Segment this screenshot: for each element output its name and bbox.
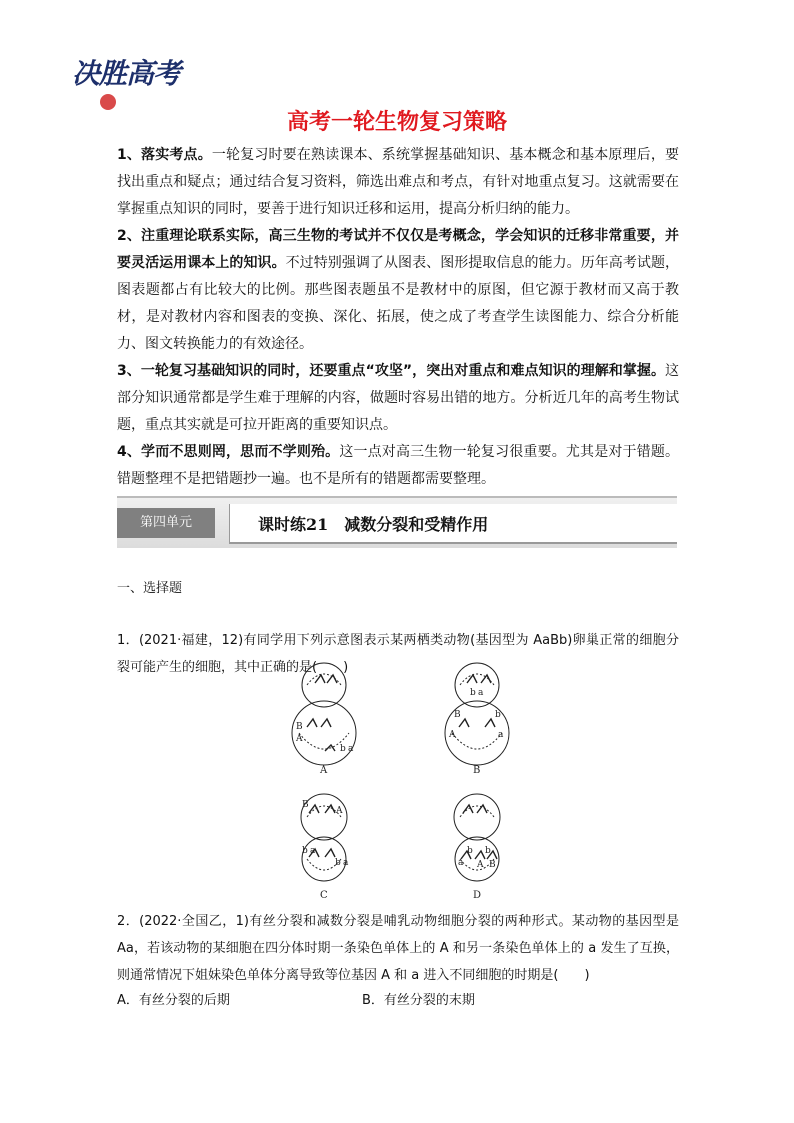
question-2: 2．(2022·全国乙，1)有丝分裂和减数分裂是哺乳动物细胞分裂的两种形式。某动物的基因型是 Aa，若该动物的某细胞在四分体时期一条染色单体上的 A 和另一条染色单体上的 a 发生了互换，则通常情况下姐妹染色单体分离导致等位基因 A 和 a 进入不同细胞的时期是( )	[117, 914, 679, 983]
lesson-title: 课时练21 减数分裂和受精作用	[258, 515, 489, 534]
figure-label-c: C	[320, 890, 328, 901]
gene-label: B	[302, 800, 309, 810]
page-title: 高考一轮生物复习策略	[286, 110, 507, 135]
figure-label-b: B	[473, 765, 481, 776]
cell-d	[454, 794, 500, 901]
gene-label: a	[310, 846, 316, 856]
strategy-item-1: 1、落实考点。一轮复习时要在熟读课本、系统掌握基础知识、基本概念和基本原理后，要找出重点和疑点；通过结合复习资料，筛选出难点和考点，有针对地重点复习。这就需要在掌握重点知识的同时，要善于进行知识迁移和运用，提高分析归纳的能力。	[117, 147, 680, 217]
gene-label: B	[454, 710, 461, 720]
gene-label: b	[335, 858, 341, 868]
gene-label: b	[470, 688, 476, 698]
gene-label: b	[340, 744, 346, 754]
question-text: 有丝分裂和减数分裂是哺乳动物细胞分裂的两种形式。某动物的基因型是 Aa，若该动物的某细胞在四分体时期一条染色单体上的 A 和另一条染色单体上的 a 发生了互换，则通常情况下姐妹染色单体分离导致等位基因 A 和 a 进入不同细胞的时期是( )	[117, 914, 679, 983]
figure-label-a: A	[320, 765, 328, 776]
gene-label: A	[477, 860, 484, 870]
figure-label-d: D	[473, 890, 482, 901]
strategy-item-2: 2、注重理论联系实际，高三生物的考试并不仅仅是考概念，学会知识的迁移非常重要，并要灵活运用课本上的知识。不过特别强调了从图表、图形提取信息的能力。历年高考试题，图表题都占有比较大的比例。那些图表题虽不是教材中的原图，但它源于教材而又高于教材，是对教材内容和图表的变换、深化、拓展，使之成了考查学生读图能力、综合分析能力、图文转换能力的有效途径。	[117, 228, 680, 352]
cell-division-figure	[277, 655, 547, 905]
question-text: 有同学用下列示意图表示某两栖类动物(基因型为 AaBb)卵巢正常的细胞分裂可能产生的细胞，其中正确的是( )	[117, 633, 679, 675]
cell-b	[445, 663, 509, 776]
gene-label: A	[336, 806, 343, 816]
cell-a	[292, 663, 356, 776]
gene-label: B	[296, 722, 303, 732]
gene-label: A	[449, 730, 456, 740]
question-source: (2022·全国乙，1)	[139, 914, 249, 929]
option-b: B．有丝分裂的末期	[362, 993, 475, 1008]
gene-label: a	[458, 858, 464, 868]
unit-banner	[117, 496, 677, 548]
unit-title-box	[229, 504, 677, 544]
gene-label: b	[495, 710, 501, 720]
question-1: 1．(2021·福建，12)有同学用下列示意图表示某两栖类动物(基因型为 AaBb)卵巢正常的细胞分裂可能产生的细胞，其中正确的是( )	[117, 633, 679, 675]
section-heading: 一、选择题	[117, 581, 183, 596]
gene-label: a	[343, 858, 349, 868]
gene-label: a	[348, 744, 354, 754]
strategy-section	[117, 142, 679, 493]
strategy-item-4: 4、学而不思则罔，思而不学则殆。这一点对高三生物一轮复习很重要。尤其是对于错题。错题整理不是把错题抄一遍。也不是所有的错题都需要整理。	[117, 444, 679, 487]
gene-label: B	[489, 860, 496, 870]
logo-text: 决胜高考	[72, 57, 181, 90]
gene-label: a	[498, 730, 504, 740]
gene-label: A	[296, 734, 303, 744]
gene-label: a	[478, 688, 484, 698]
gene-label: b	[467, 846, 473, 856]
option-a: A．有丝分裂的后期	[117, 993, 230, 1008]
gene-label: b	[485, 846, 491, 856]
cell-c	[301, 794, 349, 901]
unit-tag: 第四单元	[117, 508, 215, 538]
question-source: (2021·福建，12)	[138, 633, 244, 648]
question-2-options	[117, 987, 679, 1014]
strategy-item-3: 3、一轮复习基础知识的同时，还要重点“攻坚”，突出对重点和难点知识的理解和掌握。这部分知识通常都是学生难于理解的内容，做题时容易出错的地方。分析近几年的高考生物试题，重点其实就是可拉开距离的重要知识点。	[117, 363, 679, 433]
gene-label: b	[302, 846, 308, 856]
